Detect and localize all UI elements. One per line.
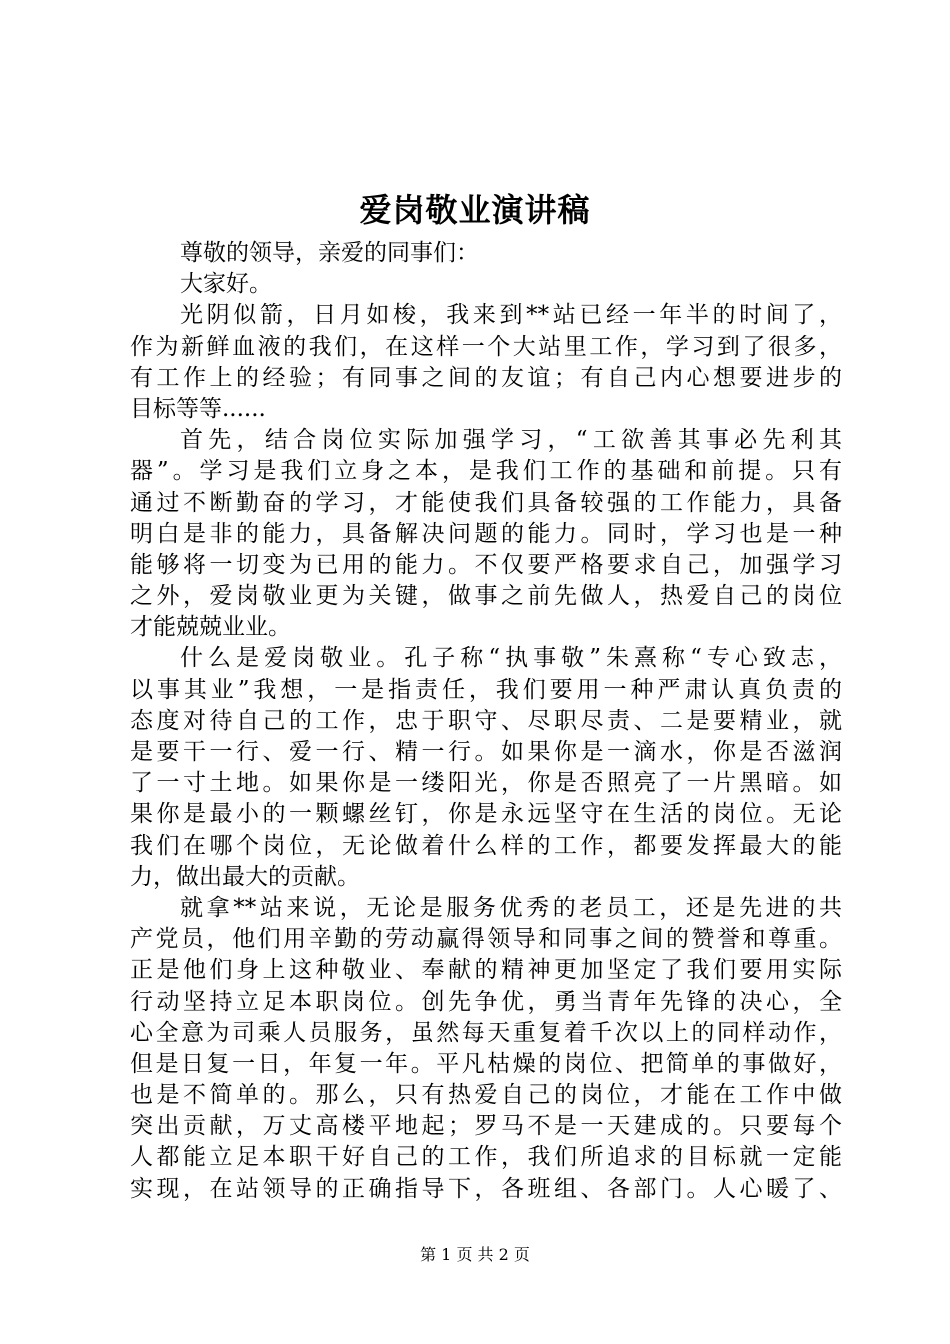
text-line: 首先，结合岗位实际加强学习，“工欲善其事必先利其 [180, 427, 842, 454]
text-line: 就拿**站来说，无论是服务优秀的老员工，还是先进的共 [180, 894, 842, 921]
text-line: 正是他们身上这种敬业、奉献的精神更加坚定了我们要用实际 [130, 957, 842, 984]
text-line: 尊敬的领导，亲爱的同事们： [180, 240, 479, 266]
text-line: 器”。学习是我们立身之本，是我们工作的基础和前提。只有 [130, 458, 842, 485]
text-line: 我们在哪个岗位，无论做着什么样的工作，都要发挥最大的能 [130, 832, 842, 859]
text-line: 作为新鲜血液的我们，在这样一个大站里工作，学习到了很多， [130, 333, 842, 360]
text-line: 突出贡献，万丈高楼平地起；罗马不是一天建成的。只要每个 [130, 1113, 842, 1140]
text-line: 以事其业”我想，一是指责任，我们要用一种严肃认真负责的 [130, 676, 842, 703]
text-line: 光阴似箭，日月如梭，我来到**站已经一年半的时间了， [180, 302, 842, 329]
text-line: 什么是爱岗敬业。孔子称“执事敬”朱熹称“专心致志， [180, 645, 842, 672]
document-title: 爱岗敬业演讲稿 [359, 191, 591, 229]
text-line: 也是不简单的。那么，只有热爱自己的岗位，才能在工作中做 [130, 1082, 842, 1109]
document-body [130, 238, 842, 1205]
text-line: 是要干一行、爱一行、精一行。如果你是一滴水，你是否滋润 [130, 739, 842, 765]
text-line: 心全意为司乘人员服务，虽然每天重复着千次以上的同样动作， [130, 1019, 842, 1046]
text-line: 人都能立足本职干好自己的工作，我们所追求的目标就一定能 [130, 1144, 842, 1171]
text-line: 但是日复一日，年复一年。平凡枯燥的岗位、把简单的事做好， [130, 1050, 842, 1077]
text-line: 态度对待自己的工作，忠于职守、尽职尽责、二是要精业，就 [130, 707, 842, 734]
text-line: 大家好。 [180, 271, 272, 298]
text-line: 能够将一切变为已用的能力。不仅要严格要求自己，加强学习 [130, 551, 842, 578]
text-line: 明白是非的能力，具备解决问题的能力。同时，学习也是一种 [130, 520, 842, 547]
text-line: 实现，在站领导的正确指导下，各班组、各部门。人心暖了、 [130, 1175, 842, 1202]
page-footer: 第 1 页 共 2 页 [420, 1245, 530, 1264]
text-line: 才能兢兢业业。 [130, 614, 291, 641]
text-line: 产党员，他们用辛勤的劳动赢得领导和同事之间的赞誉和尊重。 [130, 926, 842, 953]
text-line: 行动坚持立足本职岗位。创先争优，勇当青年先锋的决心，全 [130, 988, 842, 1015]
text-line: 通过不断勤奋的学习，才能使我们具备较强的工作能力，具备 [130, 489, 842, 516]
text-line: 有工作上的经验；有同事之间的友谊；有自己内心想要进步的 [130, 364, 842, 391]
text-line: 了一寸土地。如果你是一缕阳光，你是否照亮了一片黑暗。如 [130, 770, 842, 797]
text-line: 之外，爱岗敬业更为关键，做事之前先做人，热爱自己的岗位 [130, 583, 842, 610]
text-line: 力，做出最大的贡献。 [130, 863, 360, 890]
text-line: 目标等等...... [130, 395, 266, 422]
text-line: 果你是最小的一颗螺丝钉，你是永远坚守在生活的岗位。无论 [130, 801, 842, 828]
